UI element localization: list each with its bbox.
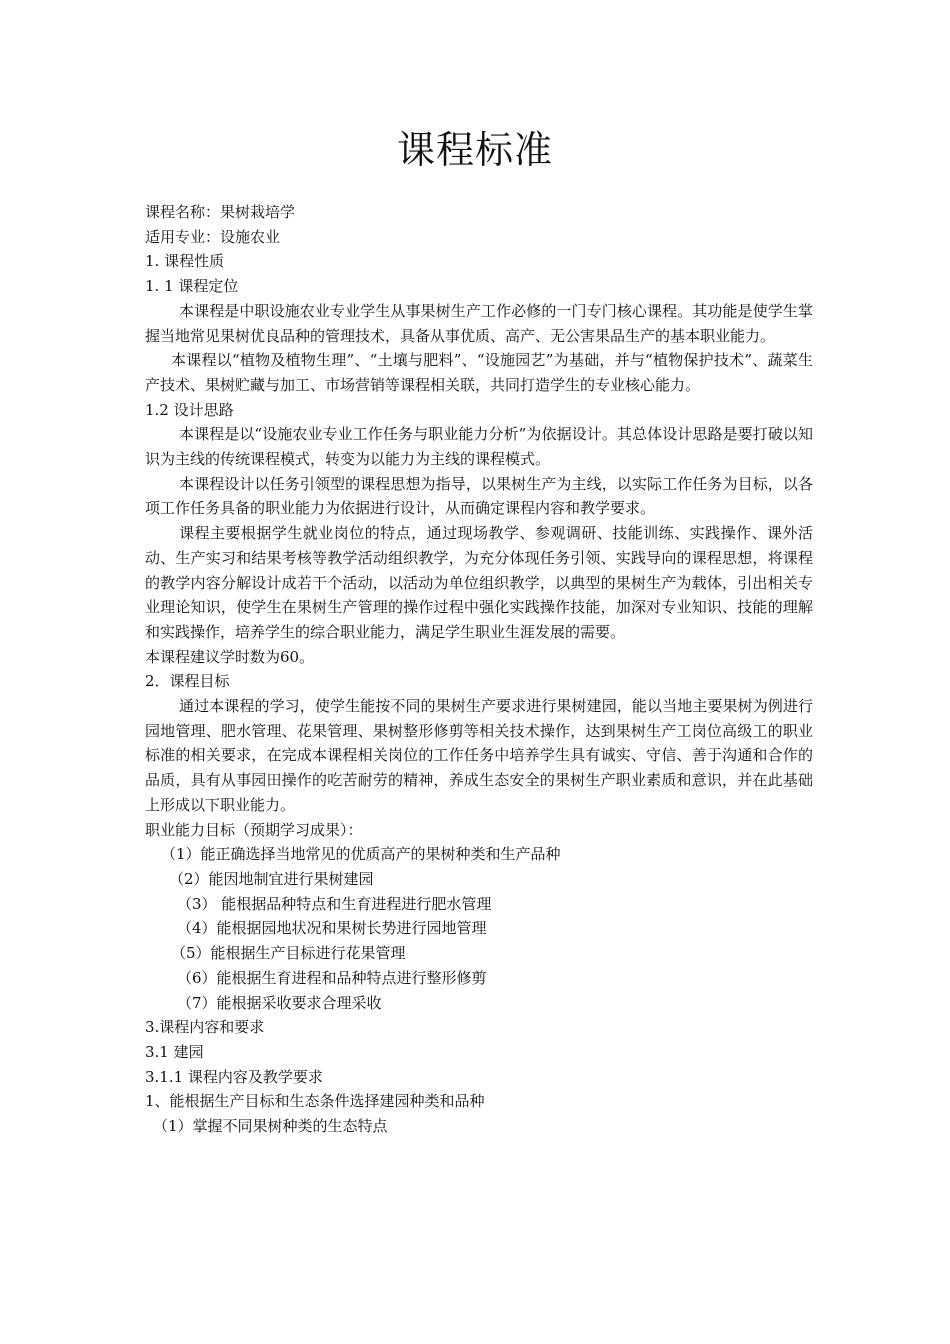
content-item: 1、能根据生产目标和生态条件选择建园种类和品种 [145,1092,485,1111]
content-subitem: （1）掌握不同果树种类的生态特点 [153,1117,388,1136]
section-heading: 2．课程目标 [145,672,230,691]
goals-title: 职业能力目标（预期学习成果）： [145,820,363,839]
goal-item: （7）能根据采收要求合理采收 [177,993,382,1012]
goal-item: （4）能根据园地状况和果树长势进行园地管理 [177,919,487,938]
paragraph: 本课程是中职设施农业专业学生从事果树生产工作必修的一门专门核心课程。其功能是使学生掌握当地常见果树优良品种的管理技术，具备从事优质、高产、无公害果品生产的基本职业能力。 [145,301,813,345]
suggested-hours: 本课程建议学时数为60。 [145,647,315,666]
document-body [145,200,813,1139]
subsection-heading: 3.1 建园 [145,1042,204,1061]
subsection-heading: 3.1.1 课程内容及教学要求 [145,1067,323,1086]
document-title: 课程标准 [396,128,553,172]
paragraph: 课程主要根据学生就业岗位的特点，通过现场教学、参观调研、技能训练、实践操作、课外活动、生产实习和结果考核等教学活动组织教学，为充分体现任务引领、实践导向的课程思想，将课程的教学内容分解设计成若干个活动，以活动为单位组织教学，以典型的果树生产为载体，引出相关专业理论知识，使学生在果树生产管理的操作过程中强化实践操作技能，加深对专业知识、技能的理解和实践操作，培养学生的综合职业能力，满足学生职业生涯发展的需要。 [145,524,813,641]
section-heading: 1. 课程性质 [145,252,225,271]
goal-item: （6）能根据生育进程和品种特点进行整形修剪 [177,968,487,987]
paragraph: 本课程设计以任务引领型的课程思想为指导，以果树生产为主线，以实际工作任务为目标，以各项工作任务具备的职业能力为依据进行设计，从而确定课程内容和教学要求。 [145,474,813,518]
goal-item: （2）能因地制宜进行果树建园 [169,869,374,888]
paragraph: 本课程以“植物及植物生理”、“土壤与肥料”、“设施园艺”为基础，并与“植物保护技术”、蔬菜生产技术、果树贮藏与加工、市场营销等课程相关联，共同打造学生的专业核心能力。 [145,351,813,394]
goal-item: （1）能正确选择当地常见的优质高产的果树种类和生产品种 [161,845,561,864]
paragraph: 本课程是以“设施农业专业工作任务与职业能力分析”为依据设计。其总体设计思路是要打破以知识为主线的传统课程模式，转变为以能力为主线的课程模式。 [145,425,813,469]
applicable-major: 适用专业：设施农业 [145,227,281,246]
course-name: 课程名称：果树栽培学 [145,203,296,221]
goal-item: （5）能根据生产目标进行花果管理 [171,944,406,963]
subsection-heading: 1.2 设计思路 [145,400,234,419]
paragraph: 通过本课程的学习，使学生能按不同的果树生产要求进行果树建园，能以当地主要果树为例进行园地管理、肥水管理、花果管理、果树整形修剪等相关技术操作，达到果树生产工岗位高级工的职业标准的相关要求，在完成本课程相关岗位的工作任务中培养学生具有诚实、守信、善于沟通和合作的品质，具有从事园田操作的吃苦耐劳的精神，养成生态安全的果树生产职业素质和意识，并在此基础上形成以下职业能力。 [145,697,813,814]
subsection-heading: 1. 1 课程定位 [145,277,239,296]
goal-item: （3） 能根据品种特点和生育进程进行肥水管理 [177,894,492,913]
section-heading: 3.课程内容和要求 [145,1018,265,1037]
